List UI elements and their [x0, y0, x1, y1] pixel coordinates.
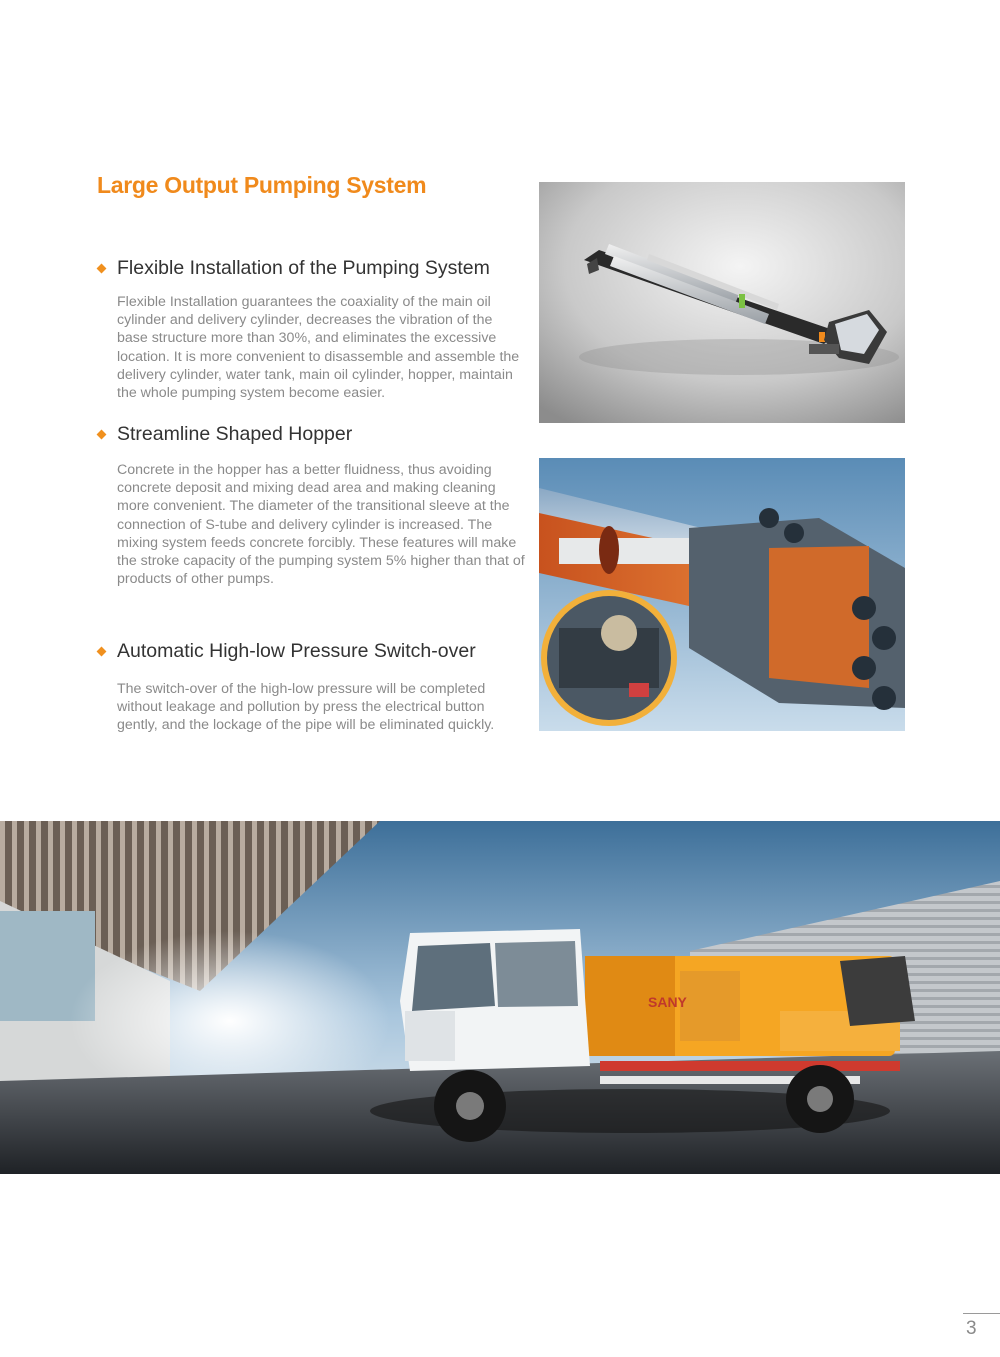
section-heading-pressure-switch	[97, 640, 476, 663]
section-body-streamline-hopper: Concrete in the hopper has a better fluidness, thus avoiding concrete deposit and mixing dead area and making cleaning more convenient. The diameter of the transitional sleeve at the connection of S-tube and delivery cylinder is increased. The mixing system feeds concrete forcibly. These features will make the stroke capacity of the pumping system 5% higher than that of products of other pumps.	[117, 462, 525, 588]
section-heading-text: Streamline Shaped Hopper	[117, 423, 353, 445]
page-number-rule	[963, 1313, 1000, 1314]
truck-brand-text: SANY	[648, 994, 687, 1010]
diamond-bullet-icon	[97, 430, 107, 440]
section-heading-text: Flexible Installation of the Pumping System	[117, 257, 490, 279]
page-number: 3	[966, 1318, 977, 1339]
diamond-bullet-icon	[97, 264, 107, 274]
truck-pump-photo	[0, 821, 1000, 1174]
hopper-cutaway-image	[539, 458, 905, 731]
section-body-flexible-installation: Flexible Installation guarantees the coaxiality of the main oil cylinder and delivery cylinder, decreases the vibration of the base structure more than 30%, and eliminates the excessive location. It is more convenient to disassemble and assemble the delivery cylinder, water tank, main oil cylinder, hopper, maintain the whole pumping system become easier.	[117, 294, 520, 402]
section-heading-flexible-installation	[97, 257, 490, 280]
page-title: Large Output Pumping System	[97, 172, 427, 198]
section-heading-text: Automatic High-low Pressure Switch-over	[117, 640, 476, 662]
section-body-pressure-switch: The switch-over of the high-low pressure will be completed without leakage and pollution by press the electrical button gently, and the lockage of the pipe will be eliminated quickly.	[117, 681, 495, 734]
diamond-bullet-icon	[97, 647, 107, 657]
pumping-system-image	[539, 182, 905, 423]
section-heading-streamline-hopper	[97, 423, 352, 446]
